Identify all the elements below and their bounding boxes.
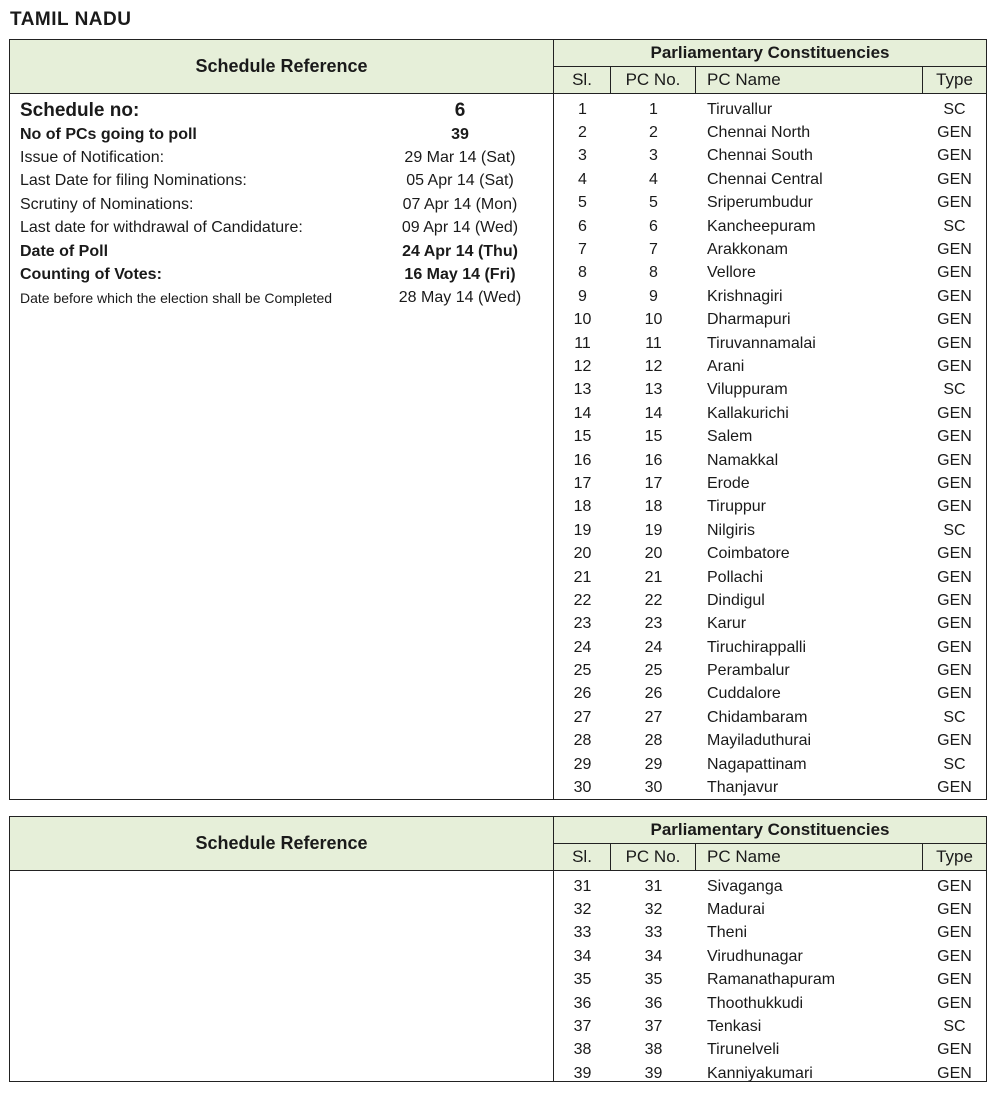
cell-sl: 16: [573, 451, 592, 469]
col-header-pc-no: PC No.: [611, 67, 696, 93]
constituencies-header: Parliamentary Constituencies: [554, 40, 986, 67]
cell-sl: 24: [573, 638, 592, 656]
schedule-row: [20, 193, 540, 216]
cell-pc-name: Dindigul: [707, 591, 765, 609]
cell-pc-no: 13: [644, 381, 663, 399]
table-row: [554, 262, 986, 285]
schedule-value: 24 Apr 14 (Thu): [402, 242, 518, 260]
schedule-label: Counting of Votes:: [20, 266, 162, 284]
table-row: [554, 355, 986, 378]
table-row: [554, 589, 986, 612]
schedule-value: 16 May 14 (Fri): [404, 266, 516, 284]
cell-pc-name: Madurai: [707, 901, 765, 919]
cell-pc-name: Salem: [707, 428, 753, 446]
cell-pc-name: Chennai South: [707, 147, 813, 165]
cell-type: SC: [943, 755, 966, 773]
cell-type: GEN: [937, 994, 972, 1012]
cell-sl: 14: [573, 404, 592, 422]
table-row: [554, 776, 986, 799]
cell-pc-no: 18: [644, 498, 663, 516]
col-header-pc-name: PC Name: [696, 67, 923, 93]
cell-pc-no: 37: [644, 1018, 663, 1036]
schedule-value: 07 Apr 14 (Mon): [402, 195, 518, 213]
cell-pc-name: Tiruvannamalai: [707, 334, 816, 352]
table-row: [554, 636, 986, 659]
table-row: [554, 1015, 986, 1038]
table-row: [554, 238, 986, 261]
table-row: [554, 402, 986, 425]
table-row: [554, 309, 986, 332]
cell-pc-name: Perambalur: [707, 662, 790, 680]
table-row: [554, 379, 986, 402]
col-header-pc-no: PC No.: [611, 844, 696, 870]
cell-pc-name: Tenkasi: [707, 1018, 762, 1036]
table-row: [554, 98, 986, 121]
cell-sl: 13: [573, 381, 592, 399]
cell-type: GEN: [937, 428, 972, 446]
cell-type: GEN: [937, 194, 972, 212]
table-row: [554, 519, 986, 542]
table-row: [554, 1039, 986, 1062]
cell-type: GEN: [937, 1041, 972, 1059]
cell-pc-no: 14: [644, 404, 663, 422]
cell-sl: 27: [573, 708, 592, 726]
cell-type: GEN: [937, 357, 972, 375]
cell-type: SC: [943, 1018, 966, 1036]
cell-type: SC: [943, 381, 966, 399]
cell-sl: 30: [573, 779, 592, 797]
table-row: [554, 542, 986, 565]
cell-pc-name: Nagapattinam: [707, 755, 807, 773]
cell-sl: 2: [578, 124, 587, 142]
cell-sl: 28: [573, 732, 592, 750]
col-header-sl: Sl.: [554, 844, 611, 870]
cell-type: GEN: [937, 662, 972, 680]
cell-type: GEN: [937, 241, 972, 259]
cell-type: GEN: [937, 901, 972, 919]
cell-pc-no: 4: [649, 170, 658, 188]
cell-pc-name: Ramanathapuram: [707, 971, 836, 989]
cell-pc-no: 30: [644, 779, 663, 797]
cell-type: GEN: [937, 545, 972, 563]
col-header-sl: Sl.: [554, 67, 611, 93]
cell-type: SC: [943, 217, 966, 235]
cell-type: SC: [943, 521, 966, 539]
cell-sl: 15: [573, 428, 592, 446]
col-header-type: Type: [936, 70, 973, 89]
cell-pc-no: 36: [644, 994, 663, 1012]
table-row: [554, 215, 986, 238]
cell-type: GEN: [937, 947, 972, 965]
cell-pc-name: Chennai Central: [707, 170, 823, 188]
cell-pc-name: Vellore: [707, 264, 756, 282]
cell-pc-no: 16: [644, 451, 663, 469]
schedule-label: Last Date for filing Nominations:: [20, 172, 247, 190]
cell-pc-name: Viluppuram: [707, 381, 788, 399]
cell-pc-no: 2: [649, 124, 658, 142]
cell-pc-name: Chennai North: [707, 124, 811, 142]
cell-pc-name: Pollachi: [707, 568, 764, 586]
cell-type: GEN: [937, 170, 972, 188]
col-header-type: Type: [936, 847, 973, 866]
table-row: [554, 753, 986, 776]
cell-pc-no: 29: [644, 755, 663, 773]
cell-pc-no: 25: [644, 662, 663, 680]
schedule-reference-panel: [10, 817, 554, 1081]
schedule-value: 28 May 14 (Wed): [398, 289, 522, 307]
cell-type: GEN: [937, 732, 972, 750]
table-row: [554, 683, 986, 706]
schedule-row: [20, 263, 540, 286]
cell-pc-no: 32: [644, 901, 663, 919]
cell-pc-name: Kancheepuram: [707, 217, 816, 235]
schedule-value: 39: [451, 125, 469, 143]
cell-type: GEN: [937, 615, 972, 633]
cell-sl: 4: [578, 170, 587, 188]
cell-pc-name: Tirunelveli: [707, 1041, 780, 1059]
cell-pc-name: Coimbatore: [707, 545, 790, 563]
cell-pc-no: 22: [644, 591, 663, 609]
cell-type: SC: [943, 100, 966, 118]
table-row: [554, 192, 986, 215]
cell-type: GEN: [937, 474, 972, 492]
cell-pc-no: 24: [644, 638, 663, 656]
table-row: [554, 496, 986, 519]
schedule-row: [20, 123, 540, 146]
table-row: [554, 168, 986, 191]
cell-type: GEN: [937, 498, 972, 516]
cell-type: GEN: [937, 451, 972, 469]
cell-pc-name: Arani: [707, 357, 745, 375]
cell-pc-no: 19: [644, 521, 663, 539]
cell-sl: 32: [573, 901, 592, 919]
cell-pc-no: 1: [649, 100, 658, 118]
cell-pc-name: Tiruvallur: [707, 100, 773, 118]
schedule-table-part-2: [9, 816, 987, 1082]
cell-type: GEN: [937, 877, 972, 895]
cell-type: GEN: [937, 685, 972, 703]
table-row: [554, 332, 986, 355]
schedule-reference-panel: [10, 40, 554, 799]
cell-sl: 19: [573, 521, 592, 539]
state-title: TAMIL NADU: [10, 9, 132, 30]
cell-sl: 3: [578, 147, 587, 165]
schedule-value: 6: [454, 99, 466, 121]
schedule-table-part-1: [9, 39, 987, 800]
cell-pc-no: 39: [644, 1064, 663, 1082]
cell-sl: 5: [578, 194, 587, 212]
cell-pc-name: Sriperumbudur: [707, 194, 813, 212]
cell-sl: 11: [574, 334, 591, 352]
schedule-row: [20, 287, 540, 310]
cell-pc-no: 27: [644, 708, 663, 726]
schedule-label: Schedule no:: [20, 99, 140, 121]
table-row: [554, 425, 986, 448]
cell-pc-no: 28: [644, 732, 663, 750]
cell-sl: 38: [573, 1041, 592, 1059]
table-row: [554, 285, 986, 308]
cell-type: GEN: [937, 147, 972, 165]
cell-pc-name: Krishnagiri: [707, 287, 783, 305]
cell-pc-name: Namakkal: [707, 451, 779, 469]
table-row: [554, 145, 986, 168]
cell-pc-name: Thoothukkudi: [707, 994, 804, 1012]
cell-pc-no: 5: [649, 194, 658, 212]
cell-pc-no: 9: [649, 287, 658, 305]
cell-type: GEN: [937, 638, 972, 656]
table-row: [554, 472, 986, 495]
cell-pc-name: Dharmapuri: [707, 311, 791, 329]
cell-sl: 7: [578, 241, 587, 259]
cell-sl: 8: [578, 264, 587, 282]
cell-type: GEN: [937, 124, 972, 142]
schedule-row: [20, 217, 540, 240]
cell-pc-name: Kanniyakumari: [707, 1064, 813, 1082]
cell-pc-name: Kallakurichi: [707, 404, 789, 422]
cell-type: GEN: [937, 924, 972, 942]
col-header-pc-name: PC Name: [696, 844, 923, 870]
cell-pc-name: Tiruchirappalli: [707, 638, 806, 656]
cell-pc-no: 11: [645, 334, 662, 352]
cell-type: GEN: [937, 591, 972, 609]
cell-pc-no: 26: [644, 685, 663, 703]
table-row: [554, 121, 986, 144]
cell-pc-name: Erode: [707, 474, 750, 492]
cell-sl: 18: [573, 498, 592, 516]
table-row: [554, 730, 986, 753]
cell-sl: 9: [578, 287, 587, 305]
constituencies-panel: [554, 817, 986, 1081]
cell-pc-name: Thanjavur: [707, 779, 779, 797]
constituencies-column-headers: [554, 844, 986, 871]
cell-sl: 22: [573, 591, 592, 609]
cell-pc-no: 33: [644, 924, 663, 942]
cell-pc-name: Theni: [707, 924, 748, 942]
schedule-label: Date of Poll: [20, 242, 109, 260]
cell-pc-no: 20: [644, 545, 663, 563]
schedule-label: Scrutiny of Nominations:: [20, 195, 194, 213]
schedule-row: [20, 146, 540, 169]
cell-type: GEN: [937, 334, 972, 352]
cell-pc-no: 12: [644, 357, 663, 375]
cell-type: GEN: [937, 404, 972, 422]
constituency-rows: [554, 98, 986, 800]
table-row: [554, 875, 986, 898]
cell-pc-name: Cuddalore: [707, 685, 781, 703]
schedule-details: [20, 98, 540, 310]
cell-type: GEN: [937, 971, 972, 989]
cell-sl: 25: [573, 662, 592, 680]
schedule-reference-header: Schedule Reference: [10, 817, 553, 871]
schedule-label: No of PCs going to poll: [20, 125, 197, 143]
constituencies-column-headers: [554, 67, 986, 94]
schedule-label: Date before which the election shall be Completed: [20, 290, 333, 307]
cell-pc-name: Chidambaram: [707, 708, 808, 726]
cell-pc-name: Virudhunagar: [707, 947, 803, 965]
cell-pc-name: Sivaganga: [707, 877, 783, 895]
cell-pc-no: 34: [644, 947, 663, 965]
cell-sl: 17: [573, 474, 592, 492]
cell-pc-no: 10: [644, 311, 663, 329]
cell-sl: 21: [573, 568, 592, 586]
cell-pc-no: 8: [649, 264, 658, 282]
schedule-label: Issue of Notification:: [20, 149, 165, 167]
table-row: [554, 449, 986, 472]
cell-sl: 33: [573, 924, 592, 942]
cell-sl: 36: [573, 994, 592, 1012]
cell-sl: 37: [573, 1018, 592, 1036]
schedule-value: 29 Mar 14 (Sat): [404, 149, 516, 167]
table-row: [554, 992, 986, 1015]
cell-pc-no: 15: [644, 428, 663, 446]
cell-pc-no: 38: [644, 1041, 663, 1059]
cell-sl: 12: [573, 357, 592, 375]
table-row: [554, 898, 986, 921]
table-row: [554, 613, 986, 636]
cell-pc-name: Nilgiris: [707, 521, 755, 539]
cell-type: SC: [943, 708, 966, 726]
cell-pc-no: 35: [644, 971, 663, 989]
cell-type: GEN: [937, 779, 972, 797]
constituencies-header: Parliamentary Constituencies: [554, 817, 986, 844]
cell-pc-name: Arakkonam: [707, 241, 788, 259]
cell-sl: 34: [573, 947, 592, 965]
constituencies-panel: [554, 40, 986, 799]
cell-sl: 23: [573, 615, 592, 633]
cell-sl: 29: [573, 755, 592, 773]
schedule-reference-header: Schedule Reference: [10, 40, 553, 94]
cell-pc-no: 3: [649, 147, 658, 165]
cell-pc-name: Tiruppur: [707, 498, 766, 516]
cell-type: GEN: [937, 1064, 972, 1082]
cell-sl: 6: [578, 217, 587, 235]
cell-sl: 31: [573, 877, 592, 895]
cell-pc-name: Mayiladuthurai: [707, 732, 812, 750]
schedule-row: [20, 98, 540, 123]
cell-pc-no: 21: [644, 568, 663, 586]
cell-pc-no: 7: [649, 241, 658, 259]
table-row: [554, 706, 986, 729]
cell-pc-no: 17: [644, 474, 663, 492]
table-row: [554, 1062, 986, 1085]
cell-sl: 39: [573, 1064, 592, 1082]
cell-sl: 26: [573, 685, 592, 703]
schedule-row: [20, 240, 540, 263]
cell-pc-no: 31: [644, 877, 663, 895]
cell-type: GEN: [937, 311, 972, 329]
table-row: [554, 945, 986, 968]
table-row: [554, 922, 986, 945]
table-row: [554, 969, 986, 992]
cell-type: GEN: [937, 568, 972, 586]
cell-sl: 20: [573, 545, 592, 563]
cell-pc-no: 6: [649, 217, 658, 235]
schedule-value: 05 Apr 14 (Sat): [406, 172, 514, 190]
schedule-value: 09 Apr 14 (Wed): [401, 219, 519, 237]
table-row: [554, 566, 986, 589]
table-row: [554, 659, 986, 682]
cell-sl: 10: [573, 311, 592, 329]
cell-type: GEN: [937, 264, 972, 282]
constituency-rows: [554, 875, 986, 1086]
cell-sl: 35: [573, 971, 592, 989]
schedule-label: Last date for withdrawal of Candidature:: [20, 219, 303, 237]
schedule-row: [20, 170, 540, 193]
cell-type: GEN: [937, 287, 972, 305]
cell-sl: 1: [578, 100, 587, 118]
cell-pc-no: 23: [644, 615, 663, 633]
cell-pc-name: Karur: [707, 615, 747, 633]
